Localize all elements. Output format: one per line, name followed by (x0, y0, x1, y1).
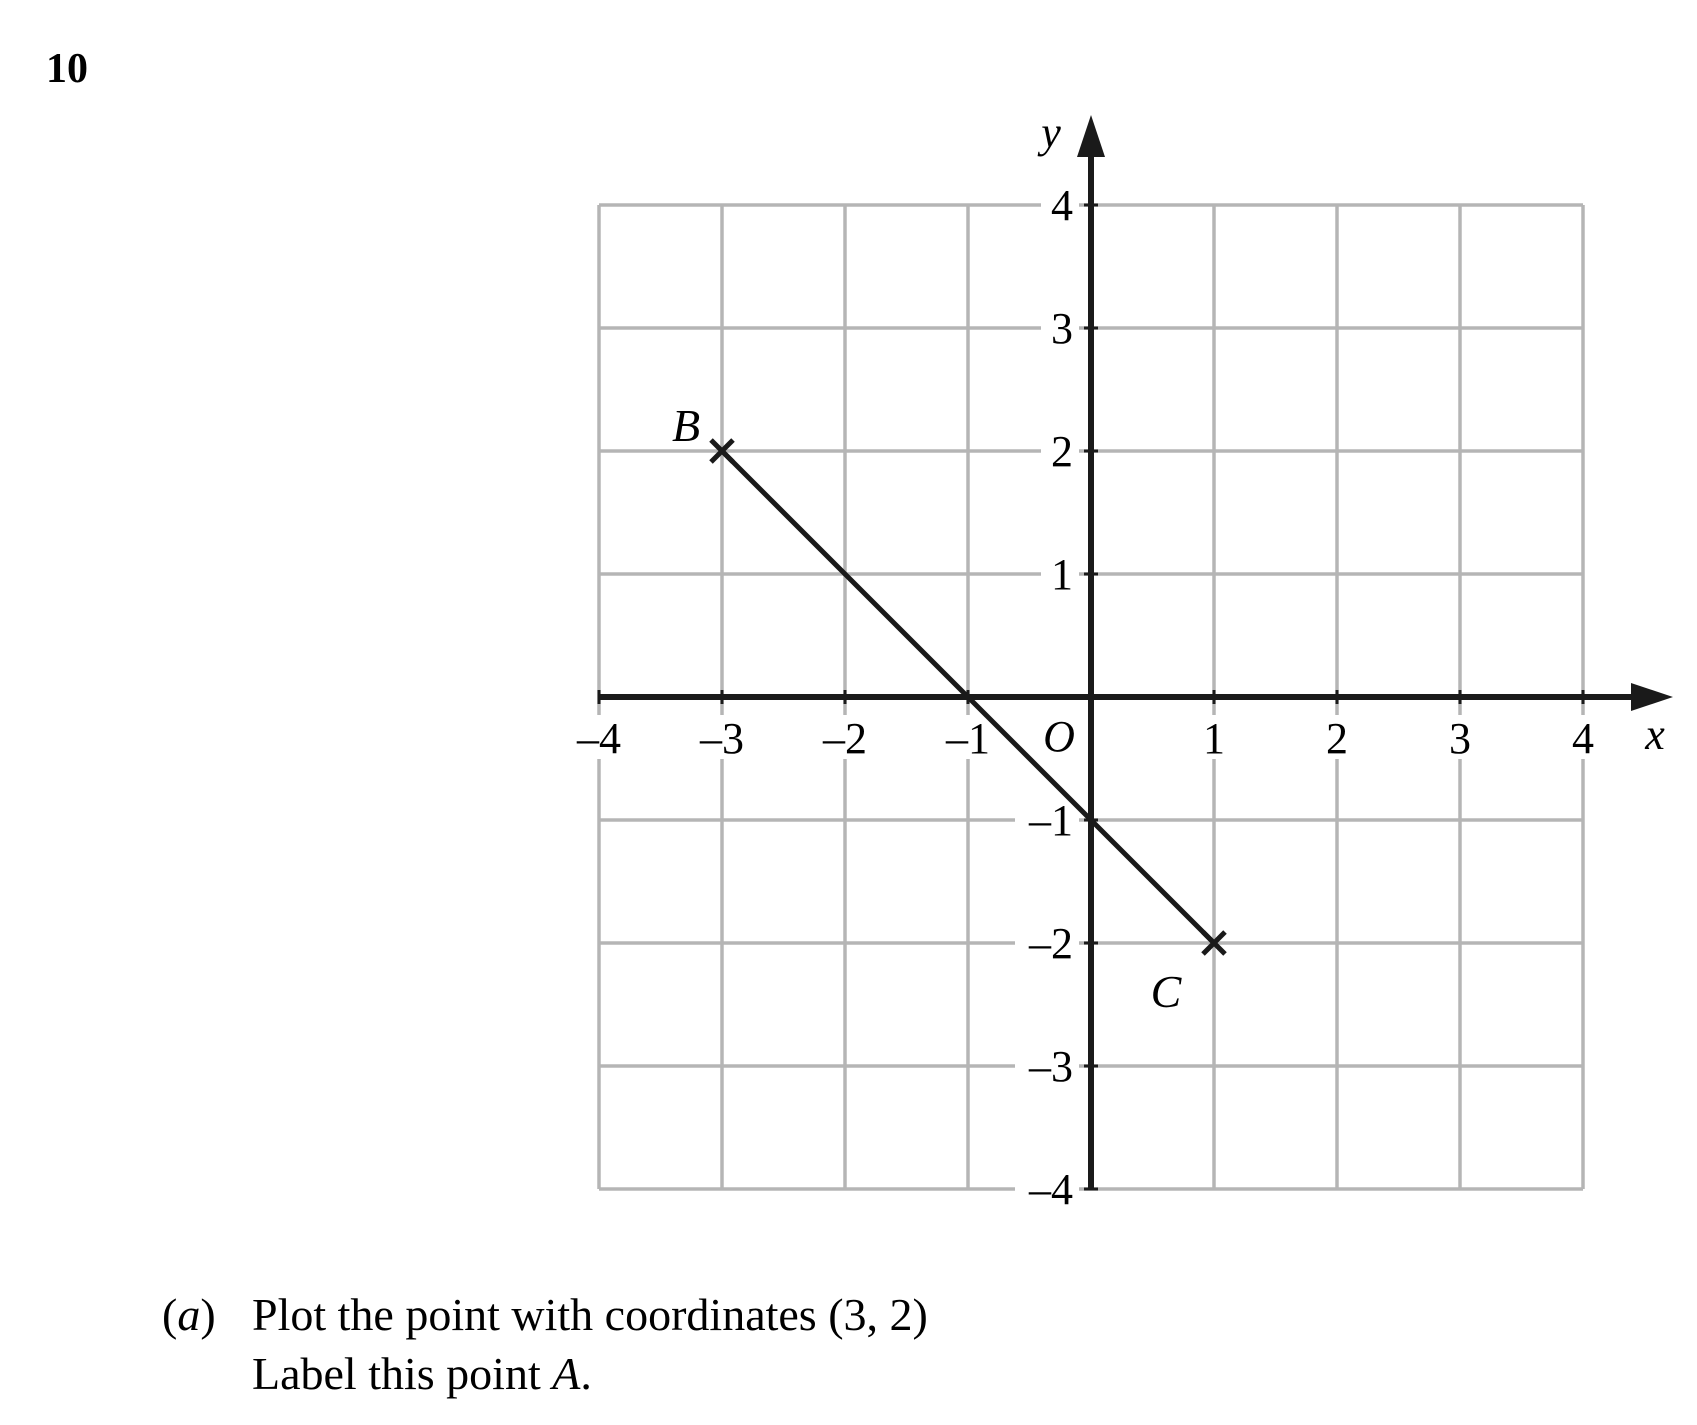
instruction-line-1: Plot the point with coordinates (3, 2) (252, 1289, 928, 1340)
x-tick-label: 1 (1203, 714, 1225, 763)
y-tick-label: –1 (1029, 796, 1073, 845)
x-tick-label: 4 (1572, 714, 1594, 763)
y-tick-label: 4 (1051, 181, 1073, 230)
part-label: (a) (162, 1289, 216, 1340)
y-axis-label: y (1041, 108, 1061, 157)
point-a-label-text: A (552, 1348, 581, 1399)
x-tick-label: –1 (946, 714, 990, 763)
question-number: 10 (46, 46, 88, 92)
x-axis-label: x (1645, 710, 1665, 759)
y-tick-label: 1 (1051, 550, 1073, 599)
x-tick-label: –2 (823, 714, 867, 763)
y-tick-label: –2 (1029, 919, 1073, 968)
y-axis-arrow-icon (1077, 115, 1105, 157)
origin-label: O (1043, 712, 1075, 761)
x-tick-label: –4 (577, 714, 621, 763)
y-tick-label: –3 (1029, 1042, 1073, 1091)
x-axis-arrow-icon (1631, 683, 1673, 711)
point-b-label: B (671, 400, 701, 451)
point-c-label: C (1150, 966, 1182, 1017)
instruction-line-2: Label this point A. (252, 1348, 592, 1399)
y-tick-label: 3 (1051, 304, 1073, 353)
y-tick-label: 2 (1051, 427, 1073, 476)
y-tick-label: –4 (1029, 1165, 1073, 1214)
x-tick-label: –3 (700, 714, 744, 763)
x-tick-label: 3 (1449, 714, 1471, 763)
x-tick-label: 2 (1326, 714, 1348, 763)
